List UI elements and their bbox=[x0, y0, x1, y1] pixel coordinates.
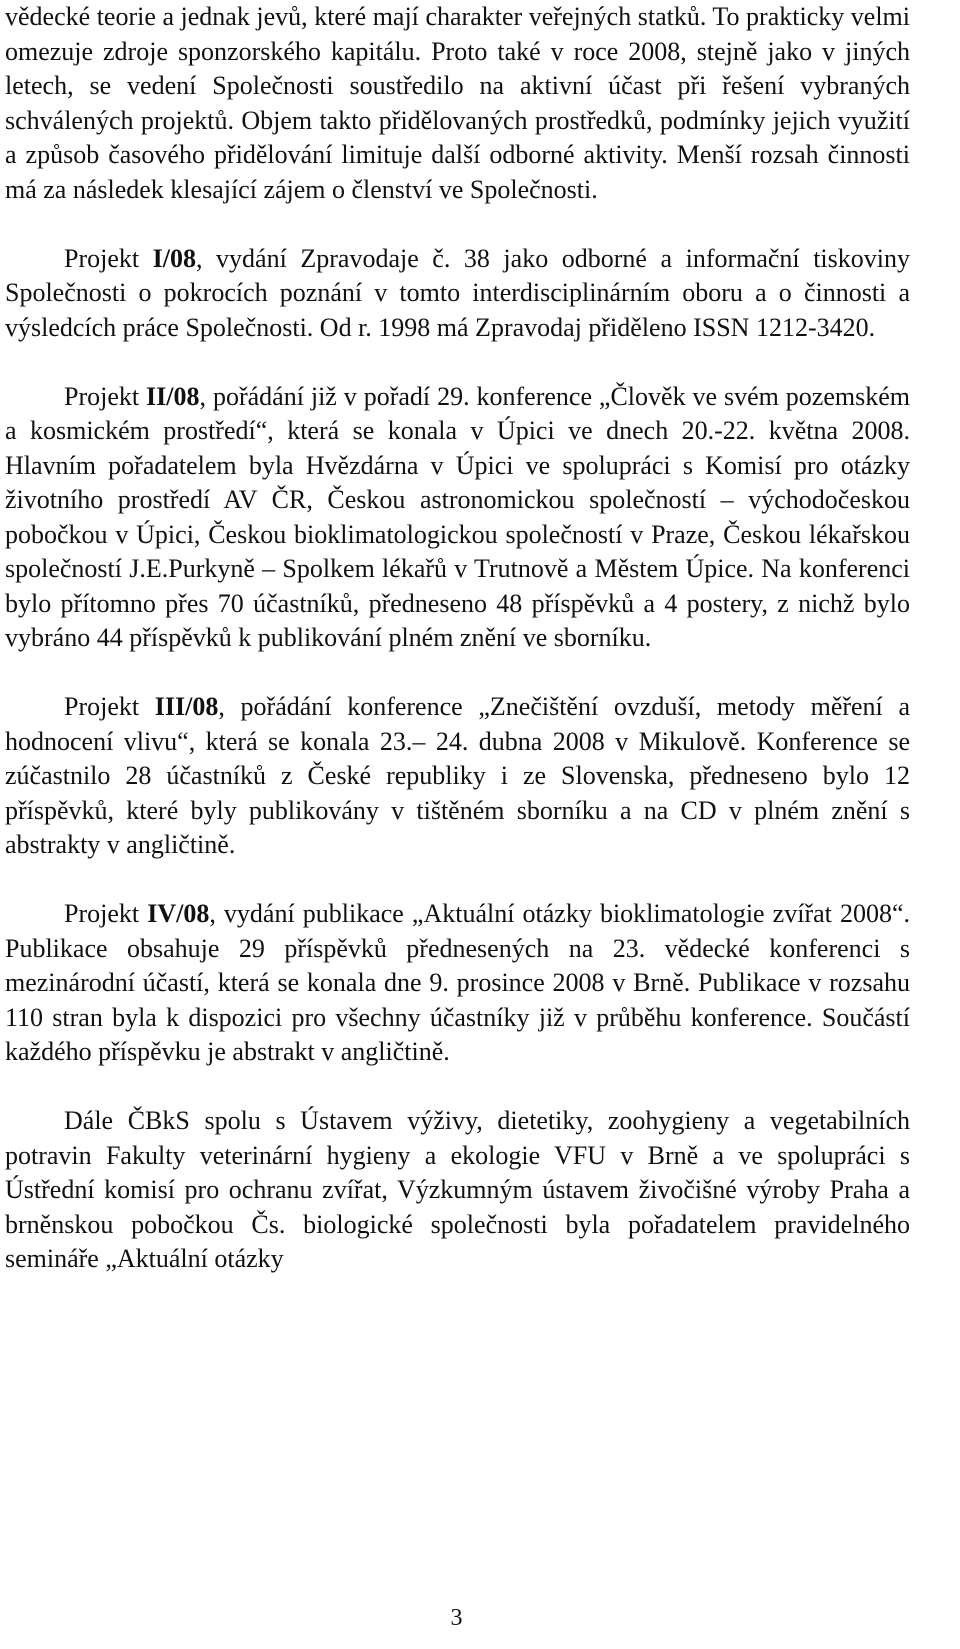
paragraph-gap bbox=[5, 207, 910, 242]
project-code: I/08 bbox=[152, 243, 196, 273]
page-number: 3 bbox=[450, 1605, 463, 1631]
paragraph-gap bbox=[5, 863, 910, 898]
paragraph-gap bbox=[5, 1070, 910, 1105]
project-text: , vydání Zpravodaje č. 38 jako odborné a informační tiskoviny Společnosti o pokrocích poznání v tomto interdisciplinárním oboru a o činnosti a výsledcích práce Společnosti. Od r. 1998 má Zpravodaj přiděleno ISSN 1212-3420. bbox=[5, 243, 910, 342]
project-lead: Projekt bbox=[64, 692, 155, 721]
paragraph-closing: Dále ČBkS spolu s Ústavem výživy, dietetiky, zoohygieny a vegetabilních potravin Fakulty veterinární hygieny a ekologie VFU v Brně a ve spolupráci s Ústřední komisí pro ochranu zvířat, Výzkumným ústavem živočišné výroby Praha a brněnskou pobočkou Čs. biologické společnosti byla pořadatelem pravidelného semináře „Aktuální otázky bbox=[5, 1106, 910, 1273]
project-lead: Projekt bbox=[64, 899, 148, 928]
paragraph-project-4 bbox=[5, 897, 910, 1070]
project-text: , pořádání již v pořadí 29. konference „Člověk ve svém pozemském a kosmickém prostředí“, která se konala v Úpici ve dnech 20.-22. května 2008. Hlavním pořadatelem byla Hvězdárna v Úpici ve spolupráci s Komisí pro otázky životního prostředí AV ČR, Českou astronomickou společností – východočeskou pobočkou v Úpici, Českou bioklimatologickou společností v Praze, Českou lékařskou společností J.E.Purkyně – Spolkem lékařů v Trutnově a Městem Úpice. Na konferenci bylo přítomno přes 70 účastníků, předneseno 48 příspěvků a 4 postery, z nichž bylo vybráno 44 příspěvků k publikování plném znění ve sborníku. bbox=[5, 381, 910, 652]
paragraph-project-3 bbox=[5, 690, 910, 863]
paragraph-intro: vědecké teorie a jednak jevů, které mají charakter veřejných statků. To prakticky velmi omezuje zdroje sponzorského kapitálu. Proto také v roce 2008, stejně jako v jiných letech, se vedení Společnosti soustředilo na aktivní účast při řešení vybraných schválených projektů. Objem takto přidělovaných prostředků, podmínky jejich využití a způsob časového přidělování limituje další odborné aktivity. Menší rozsah činnosti má za následek klesající zájem o členství ve Společnosti. bbox=[5, 2, 910, 204]
project-text: , vydání publikace „Aktuální otázky bioklimatologie zvířat 2008“. Publikace obsahuje 29 příspěvků přednesených na 23. vědecké konferenci s mezinárodní účastí, která se konala dne 9. prosince 2008 v Brně. Publikace v rozsahu 110 stran byla k dispozici pro všechny účastníky již v průběhu konference. Součástí každého příspěvku je abstrakt v angličtině. bbox=[5, 899, 910, 1066]
paragraph-project-2 bbox=[5, 380, 910, 656]
paragraph-gap bbox=[5, 345, 910, 380]
body-text bbox=[5, 0, 910, 1277]
paragraph-project-1 bbox=[5, 242, 910, 346]
paragraph-gap bbox=[5, 656, 910, 691]
project-code: IV/08 bbox=[147, 899, 210, 928]
project-code: III/08 bbox=[154, 692, 219, 721]
project-lead: Projekt bbox=[64, 243, 153, 273]
project-text: , pořádání konference „Znečištění ovzduší, metody měření a hodnocení vlivu“, která se konala 23.– 24. dubna 2008 v Mikulově. Konference se zúčastnilo 28 účastníků z České republiky i ze Slovenska, předneseno bylo 12 příspěvků, které byly publikovány v tištěném sborníku a na CD v plném znění s abstrakty v angličtině. bbox=[5, 692, 910, 859]
project-code: II/08 bbox=[146, 381, 200, 411]
project-lead: Projekt bbox=[64, 381, 147, 411]
